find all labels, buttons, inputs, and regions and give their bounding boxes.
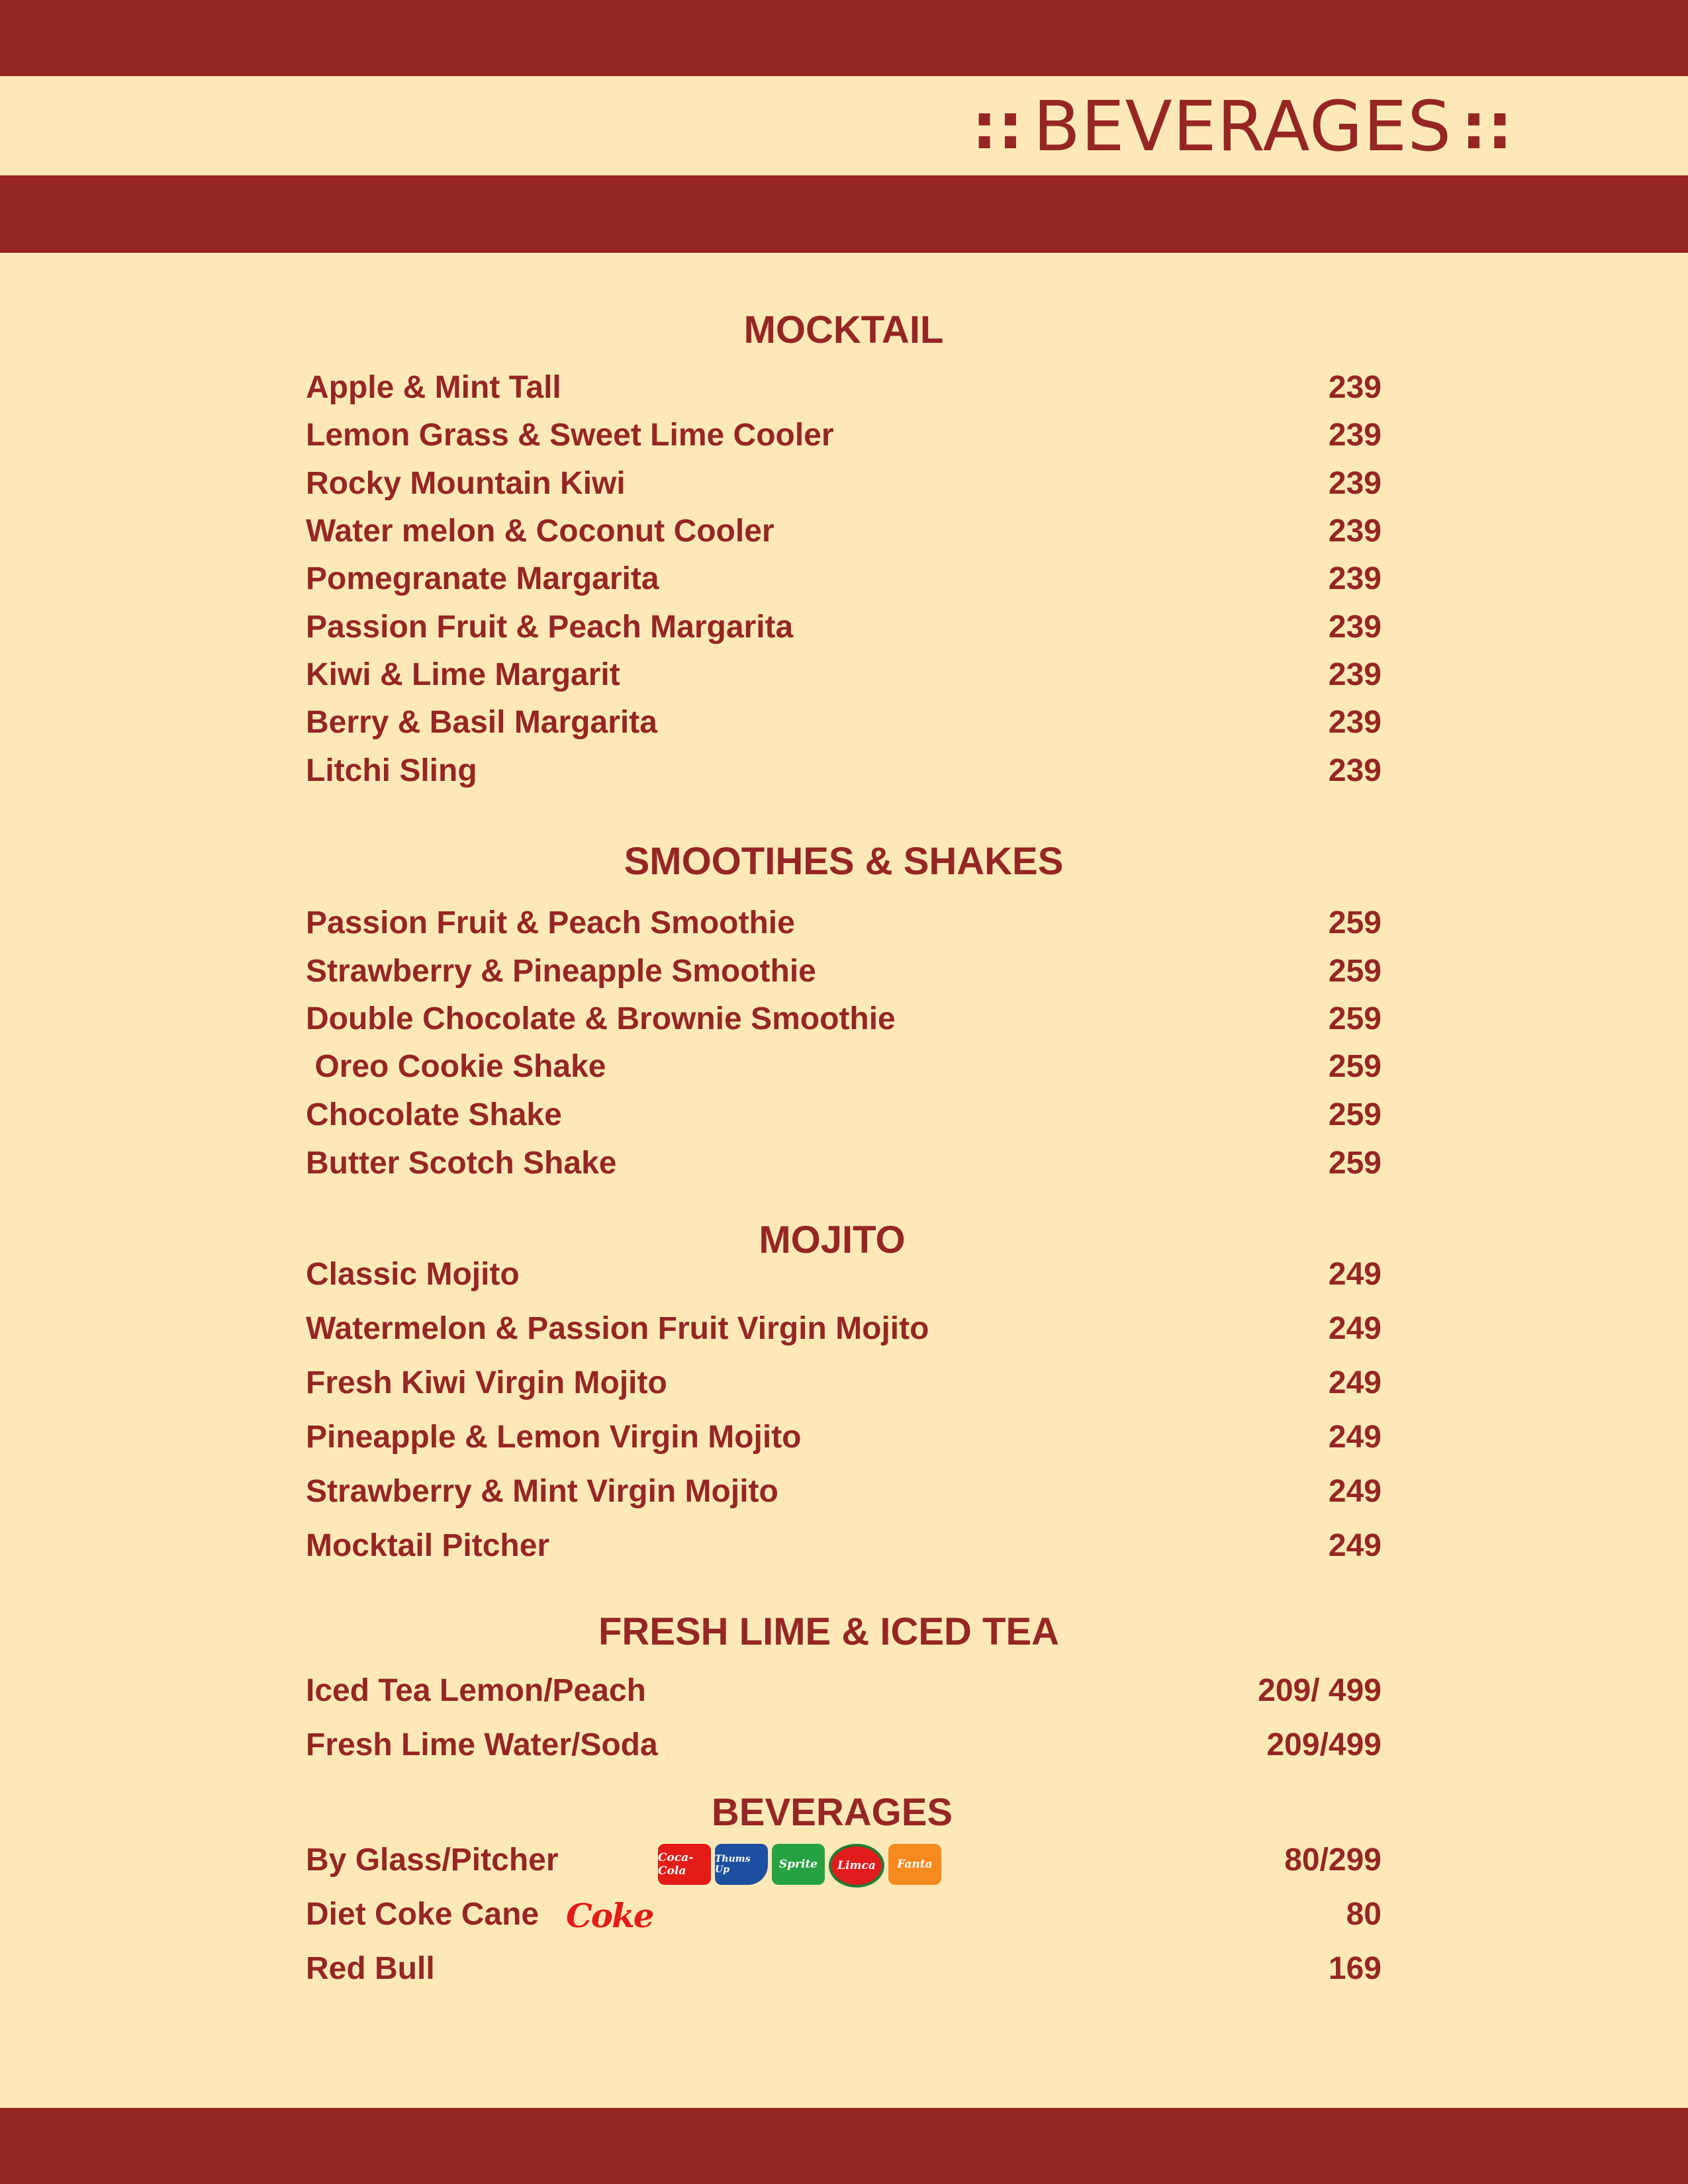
menu-item [306, 368, 1382, 408]
header-band [0, 175, 1688, 253]
page-title-text: BEVERAGES [1033, 85, 1452, 167]
item-price: 259 [1328, 1097, 1382, 1132]
menu-item [306, 751, 1382, 791]
item-price: 239 [1328, 466, 1382, 501]
title-ornament-right: :: [1461, 89, 1513, 163]
item-name: Pineapple & Lemon Virgin Mojito [306, 1420, 802, 1455]
item-price: 239 [1328, 514, 1382, 549]
item-price: 259 [1328, 905, 1382, 940]
item-name: Berry & Basil Margarita [306, 705, 657, 740]
item-name: Iced Tea Lemon/Peach [306, 1673, 646, 1708]
menu-item [306, 1472, 1382, 1512]
fanta-logo-text: Fanta [897, 1858, 933, 1871]
item-price: 249 [1328, 1474, 1382, 1509]
item-price: 249 [1328, 1420, 1382, 1455]
menu-item [306, 1895, 1382, 1934]
menu-item [306, 952, 1382, 991]
item-name: Lemon Grass & Sweet Lime Cooler [306, 418, 834, 453]
item-name: Butter Scotch Shake [306, 1146, 617, 1181]
menu-item [306, 1047, 1382, 1087]
item-price: 80/299 [1284, 1843, 1382, 1878]
item-name: By Glass/Pitcher [306, 1843, 559, 1878]
menu-item [306, 1255, 1382, 1295]
title-ornament-left: :: [971, 89, 1024, 163]
sprite-logo-icon [772, 1844, 825, 1885]
item-name: Pomegranate Margarita [306, 561, 659, 596]
coke-logo-icon: Coke [566, 1896, 653, 1935]
menu-item [306, 1309, 1382, 1349]
item-price: 239 [1328, 705, 1382, 740]
item-name: Classic Mojito [306, 1257, 520, 1292]
item-price: 239 [1328, 418, 1382, 453]
menu-item [306, 1949, 1382, 1989]
item-name: Kiwi & Lime Margarit [306, 657, 620, 692]
menu-item [306, 999, 1382, 1039]
item-price: 259 [1328, 954, 1382, 989]
limca-logo-text: Limca [837, 1859, 876, 1872]
item-price: 239 [1328, 561, 1382, 596]
fanta-logo-icon [888, 1844, 941, 1885]
thums-up-logo-text: Thums Up [715, 1854, 751, 1875]
menu-item [306, 1526, 1382, 1566]
menu-item [306, 608, 1382, 647]
menu-item [306, 655, 1382, 695]
menu-item [306, 512, 1382, 551]
item-name: Litchi Sling [306, 753, 477, 788]
item-name: Passion Fruit & Peach Smoothie [306, 905, 795, 940]
item-price: 239 [1328, 370, 1382, 405]
item-price: 249 [1328, 1311, 1382, 1346]
item-name: Strawberry & Pineapple Smoothie [306, 954, 816, 989]
item-name: Double Chocolate & Brownie Smoothie [306, 1001, 896, 1036]
menu-item [306, 1144, 1382, 1183]
menu-item [306, 1095, 1382, 1135]
page-title [962, 78, 1523, 174]
item-name: Mocktail Pitcher [306, 1528, 550, 1563]
item-name: Red Bull [306, 1951, 435, 1986]
sprite-logo-text: Sprite [778, 1858, 818, 1871]
thums-up-logo-icon [715, 1844, 768, 1885]
item-name: Oreo Cookie Shake [306, 1049, 606, 1084]
section-heading-mojito: MOJITO [759, 1218, 906, 1261]
bottom-band [0, 2108, 1688, 2184]
item-price: 209/ 499 [1258, 1673, 1382, 1708]
menu-item [306, 903, 1382, 943]
item-price: 209/499 [1266, 1727, 1382, 1762]
section-heading-fresh-lime: FRESH LIME & ICED TEA [598, 1610, 1060, 1653]
menu-item [306, 1363, 1382, 1403]
coca-cola-logo-icon [658, 1844, 711, 1885]
item-price: 239 [1328, 610, 1382, 645]
menu-item [306, 464, 1382, 504]
menu-item [306, 1671, 1382, 1711]
item-price: 239 [1328, 753, 1382, 788]
menu-item [306, 703, 1382, 743]
item-name: Watermelon & Passion Fruit Virgin Mojito [306, 1311, 929, 1346]
item-name: Fresh Lime Water/Soda [306, 1727, 658, 1762]
item-price: 259 [1328, 1146, 1382, 1181]
item-price: 249 [1328, 1365, 1382, 1400]
item-price: 249 [1328, 1257, 1382, 1292]
menu-item [306, 1725, 1382, 1765]
item-name: Passion Fruit & Peach Margarita [306, 610, 794, 645]
item-price: 259 [1328, 1001, 1382, 1036]
section-heading-beverages: BEVERAGES [711, 1791, 953, 1834]
item-name: Fresh Kiwi Virgin Mojito [306, 1365, 667, 1400]
item-price: 249 [1328, 1528, 1382, 1563]
item-price: 259 [1328, 1049, 1382, 1084]
item-name: Rocky Mountain Kiwi [306, 466, 626, 501]
item-name: Strawberry & Mint Virgin Mojito [306, 1474, 778, 1509]
menu-item [306, 1418, 1382, 1457]
menu-item [306, 416, 1382, 455]
soft-drink-logos [658, 1844, 941, 1888]
item-price: 239 [1328, 657, 1382, 692]
item-name: Water melon & Coconut Cooler [306, 514, 774, 549]
section-heading-smoothies: SMOOTIHES & SHAKES [624, 840, 1064, 883]
item-name: Chocolate Shake [306, 1097, 562, 1132]
item-price: 80 [1346, 1897, 1382, 1932]
item-name: Diet Coke Cane [306, 1897, 539, 1932]
coca-cola-logo-text: Coca-Cola [658, 1851, 694, 1878]
section-heading-mocktail: MOCKTAIL [743, 308, 944, 351]
limca-logo-icon [829, 1844, 884, 1888]
top-band [0, 0, 1688, 76]
item-name: Apple & Mint Tall [306, 370, 561, 405]
item-price: 169 [1328, 1951, 1382, 1986]
menu-item [306, 559, 1382, 599]
